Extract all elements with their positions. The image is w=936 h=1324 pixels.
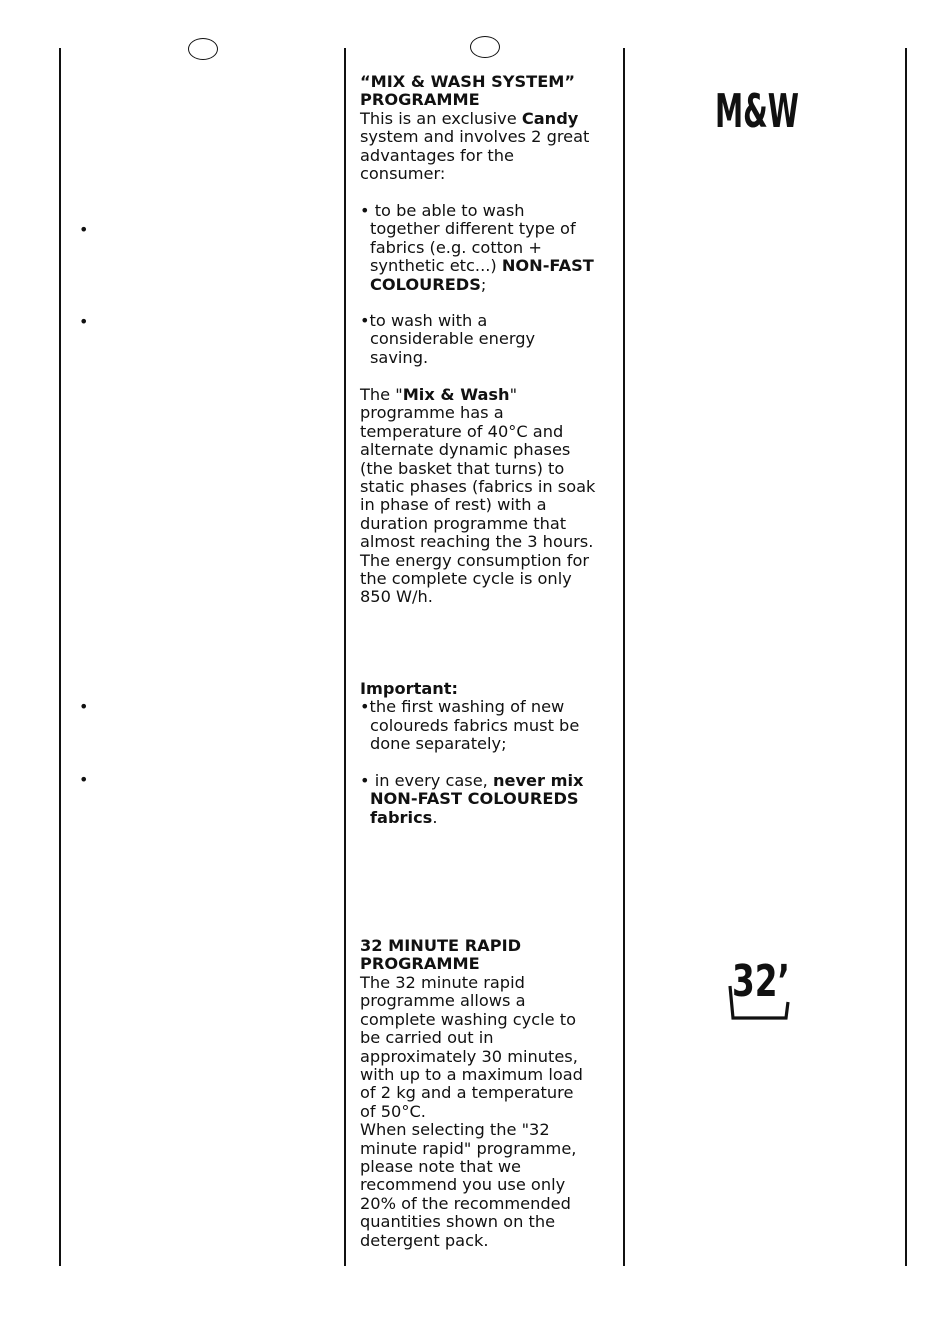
advantage-2-line-3: saving. — [370, 347, 429, 367]
description-line: 850 W/h. — [360, 587, 433, 607]
description-line-1 — [360, 386, 610, 404]
description-line: temperature of 40°C and — [360, 421, 564, 441]
rapid-heading-line-2: PROGRAMME — [360, 954, 480, 974]
rapid-line: be carried out in — [360, 1028, 494, 1048]
description-line: static phases (fabrics in soak — [360, 477, 596, 497]
mix-wash-name: Mix & Wash — [402, 385, 510, 404]
advantage-1-line-4 — [360, 257, 610, 275]
left-bullet-3: • — [79, 697, 89, 716]
description-line: duration programme that — [360, 513, 567, 533]
description-line: almost reaching the 3 hours. — [360, 532, 594, 552]
important-title: Important: — [360, 679, 458, 698]
rapid-line: complete washing cycle to — [360, 1009, 577, 1029]
mix-wash-heading-line-2: PROGRAMME — [360, 90, 480, 110]
important-2-line-3 — [360, 809, 610, 827]
language-badge-left — [188, 38, 218, 60]
description-line: in phase of rest) with a — [360, 495, 547, 515]
language-badge-right — [470, 36, 500, 58]
intro-line-4: consumer: — [360, 164, 446, 184]
intro-line-3: advantages for the — [360, 145, 515, 165]
advantage-1-text: synthetic etc...) — [370, 256, 502, 276]
mix-wash-description — [360, 386, 610, 607]
rapid-line: please note that we — [360, 1157, 522, 1177]
advantage-2-line-1: •to wash with a — [360, 311, 488, 330]
rapid-line: of 50°C. — [360, 1101, 426, 1121]
rapid-line: detergent pack. — [360, 1230, 489, 1250]
description-line: The energy consumption for — [360, 550, 590, 570]
rapid-line: of 2 kg and a temperature — [360, 1083, 574, 1103]
brand-name: Candy — [521, 109, 579, 128]
description-line: alternate dynamic phases — [360, 440, 571, 460]
rapid-heading-line-1: 32 MINUTE RAPID — [360, 936, 522, 955]
rapid-description — [360, 974, 610, 1250]
rapid-line: When selecting the "32 — [360, 1120, 550, 1140]
rapid-line: 20% of the recommended — [360, 1193, 571, 1213]
fabrics-label: fabrics — [370, 807, 433, 827]
advantage-1-line-1: • to be able to wash — [360, 201, 525, 220]
description-text-post: " — [509, 385, 518, 404]
column-divider-right — [623, 48, 625, 1266]
column-divider-left — [59, 48, 61, 1266]
rapid-line: The 32 minute rapid — [360, 973, 525, 992]
rapid-32-logo-text: 32’ — [732, 956, 790, 1007]
mix-wash-logo-text: M&W — [715, 84, 799, 138]
advantage-1-line-5 — [360, 276, 610, 294]
column-divider-middle — [344, 48, 346, 1266]
rapid-heading — [360, 937, 610, 974]
description-line: programme has a — [360, 403, 504, 423]
rapid-line: programme allows a — [360, 991, 526, 1011]
important-1-line-1: •the first washing of new — [360, 697, 565, 717]
left-bullet-2: • — [79, 312, 89, 331]
mix-wash-heading — [360, 73, 610, 110]
advantage-2 — [360, 312, 610, 367]
non-fast-label: NON-FAST — [501, 256, 594, 276]
period: . — [432, 807, 438, 827]
rapid-line: recommend you use only — [360, 1175, 566, 1195]
intro-line-2: system and involves 2 great — [360, 127, 590, 147]
rapid-32-logo-icon — [726, 950, 792, 1020]
mix-wash-logo-icon — [712, 84, 802, 138]
never-mix-label: never mix — [492, 771, 584, 790]
semicolon: ; — [480, 274, 487, 294]
important-2-line-1 — [360, 772, 610, 790]
left-bullet-1: • — [79, 220, 89, 239]
mix-wash-intro — [360, 110, 610, 184]
rapid-line: approximately 30 minutes, — [360, 1046, 578, 1066]
intro-text: This is an exclusive — [360, 109, 522, 128]
mix-wash-heading-line-1: “MIX & WASH SYSTEM” — [360, 72, 576, 91]
advantage-1-line-2: together different type of — [370, 219, 576, 239]
rapid-line: quantities shown on the — [360, 1212, 556, 1232]
important-2-line-2: NON-FAST COLOUREDS — [370, 789, 579, 809]
advantage-1 — [360, 202, 610, 294]
important-1-line-2: coloureds fabrics must be — [370, 715, 580, 735]
column-divider-far-right — [905, 48, 907, 1266]
description-line: (the basket that turns) to — [360, 458, 565, 478]
intro-line-1 — [360, 110, 610, 128]
important-2 — [360, 772, 610, 827]
description-text-pre: The " — [360, 385, 403, 404]
description-line: the complete cycle is only — [360, 569, 572, 589]
coloureds-label: COLOUREDS — [370, 274, 481, 294]
important-1-line-3: done separately; — [370, 734, 507, 754]
important-2-text: • in every case, — [360, 771, 493, 790]
important-section — [360, 680, 610, 754]
advantage-1-line-3: fabrics (e.g. cotton + — [370, 237, 542, 257]
rapid-line: minute rapid" programme, — [360, 1138, 577, 1158]
left-bullet-4: • — [79, 770, 89, 789]
rapid-line: with up to a maximum load — [360, 1065, 583, 1085]
advantage-2-line-2: considerable energy — [370, 329, 536, 349]
